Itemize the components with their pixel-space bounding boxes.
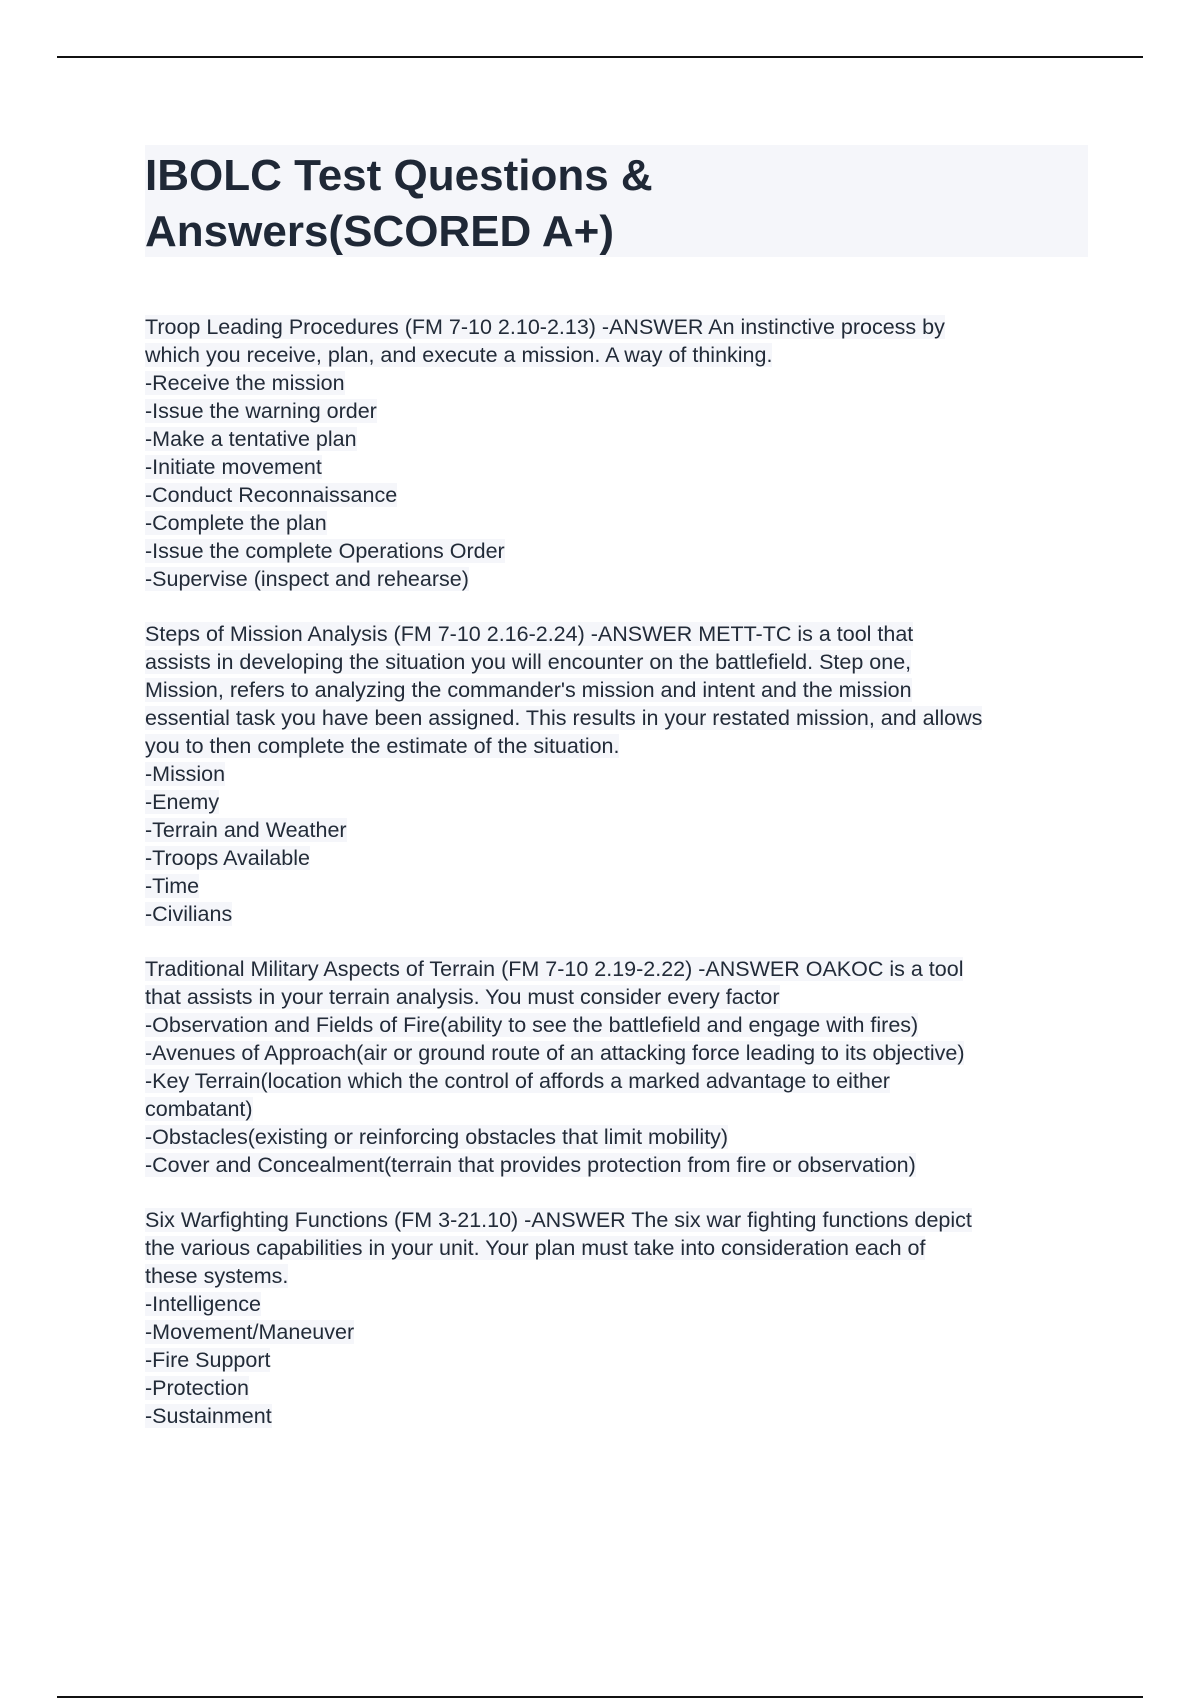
line-text: Troop Leading Procedures (FM 7-10 2.10-2.13) -ANSWER An instinctive process by — [145, 315, 945, 339]
line-text: -Complete the plan — [145, 511, 327, 535]
answer-line — [145, 1067, 1090, 1095]
question-line — [145, 313, 1090, 341]
answer-line — [145, 425, 1090, 453]
line-text: -Make a tentative plan — [145, 427, 357, 451]
answer-line — [145, 1123, 1090, 1151]
line-text: -Fire Support — [145, 1348, 271, 1372]
line-text: -Time — [145, 874, 200, 898]
answer-line — [145, 537, 1090, 565]
qa-block — [145, 955, 1090, 1179]
answer-line — [145, 1234, 1090, 1262]
line-text: Six Warfighting Functions (FM 3-21.10) -ANSWER The six war fighting functions depict — [145, 1208, 972, 1232]
line-text: -Obstacles(existing or reinforcing obstacles that limit mobility) — [145, 1125, 729, 1149]
line-text: Mission, refers to analyzing the commander's mission and intent and the mission — [145, 678, 912, 702]
answer-line — [145, 872, 1090, 900]
answer-line — [145, 509, 1090, 537]
page-title-line-2: Answers(SCORED A+) — [145, 207, 615, 256]
page-title-line-1: IBOLC Test Questions & — [145, 151, 653, 200]
qa-list — [145, 313, 1090, 1457]
line-text: Steps of Mission Analysis (FM 7-10 2.16-2.24) -ANSWER METT-TC is a tool that — [145, 622, 914, 646]
answer-line — [145, 1262, 1090, 1290]
line-text: that assists in your terrain analysis. You must consider every factor — [145, 985, 780, 1009]
line-text: -Initiate movement — [145, 455, 322, 479]
line-text: -Receive the mission — [145, 371, 345, 395]
bottom-rule — [57, 1696, 1143, 1698]
line-text: -Civilians — [145, 902, 233, 926]
line-text: -Cover and Concealment(terrain that provides protection from fire or observation) — [145, 1153, 916, 1177]
qa-block — [145, 1206, 1090, 1430]
qa-block — [145, 313, 1090, 593]
page-title — [145, 148, 845, 260]
line-text: essential task you have been assigned. This results in your restated mission, and allows — [145, 706, 983, 730]
top-rule — [57, 56, 1143, 58]
answer-line — [145, 1290, 1090, 1318]
qa-block — [145, 620, 1090, 928]
answer-line — [145, 648, 1090, 676]
line-text: -Observation and Fields of Fire(ability to see the battlefield and engage with fires) — [145, 1013, 919, 1037]
answer-line — [145, 900, 1090, 928]
line-text: which you receive, plan, and execute a mission. A way of thinking. — [145, 343, 773, 367]
answer-line — [145, 1346, 1090, 1374]
answer-line — [145, 369, 1090, 397]
line-text: -Enemy — [145, 790, 220, 814]
answer-line — [145, 341, 1090, 369]
answer-line — [145, 676, 1090, 704]
answer-line — [145, 565, 1090, 593]
line-text: -Issue the complete Operations Order — [145, 539, 505, 563]
line-text: -Sustainment — [145, 1404, 272, 1428]
question-line — [145, 1206, 1090, 1234]
answer-line — [145, 816, 1090, 844]
answer-line — [145, 1039, 1090, 1067]
line-text: -Mission — [145, 762, 226, 786]
question-line — [145, 620, 1090, 648]
answer-line — [145, 1374, 1090, 1402]
line-text: these systems. — [145, 1264, 289, 1288]
answer-line — [145, 1318, 1090, 1346]
answer-line — [145, 704, 1090, 732]
answer-line — [145, 1402, 1090, 1430]
line-text: -Issue the warning order — [145, 399, 377, 423]
answer-line — [145, 1011, 1090, 1039]
question-line — [145, 955, 1090, 983]
line-text: assists in developing the situation you will encounter on the battlefield. Step one, — [145, 650, 912, 674]
answer-line — [145, 844, 1090, 872]
line-text: combatant) — [145, 1097, 253, 1121]
line-text: -Terrain and Weather — [145, 818, 347, 842]
answer-line — [145, 760, 1090, 788]
answer-line — [145, 1095, 1090, 1123]
line-text: you to then complete the estimate of the situation. — [145, 734, 620, 758]
answer-line — [145, 1151, 1090, 1179]
answer-line — [145, 983, 1090, 1011]
line-text: -Supervise (inspect and rehearse) — [145, 567, 469, 591]
line-text: -Intelligence — [145, 1292, 261, 1316]
line-text: -Movement/Maneuver — [145, 1320, 355, 1344]
line-text: the various capabilities in your unit. Your plan must take into consideration each of — [145, 1236, 926, 1260]
answer-line — [145, 397, 1090, 425]
line-text: -Avenues of Approach(air or ground route of an attacking force leading to its objective) — [145, 1041, 965, 1065]
line-text: Traditional Military Aspects of Terrain (FM 7-10 2.19-2.22) -ANSWER OAKOC is a tool — [145, 957, 964, 981]
line-text: -Key Terrain(location which the control of affords a marked advantage to either — [145, 1069, 890, 1093]
line-text: -Conduct Reconnaissance — [145, 483, 398, 507]
answer-line — [145, 481, 1090, 509]
line-text: -Troops Available — [145, 846, 310, 870]
answer-line — [145, 453, 1090, 481]
answer-line — [145, 788, 1090, 816]
answer-line — [145, 732, 1090, 760]
line-text: -Protection — [145, 1376, 249, 1400]
